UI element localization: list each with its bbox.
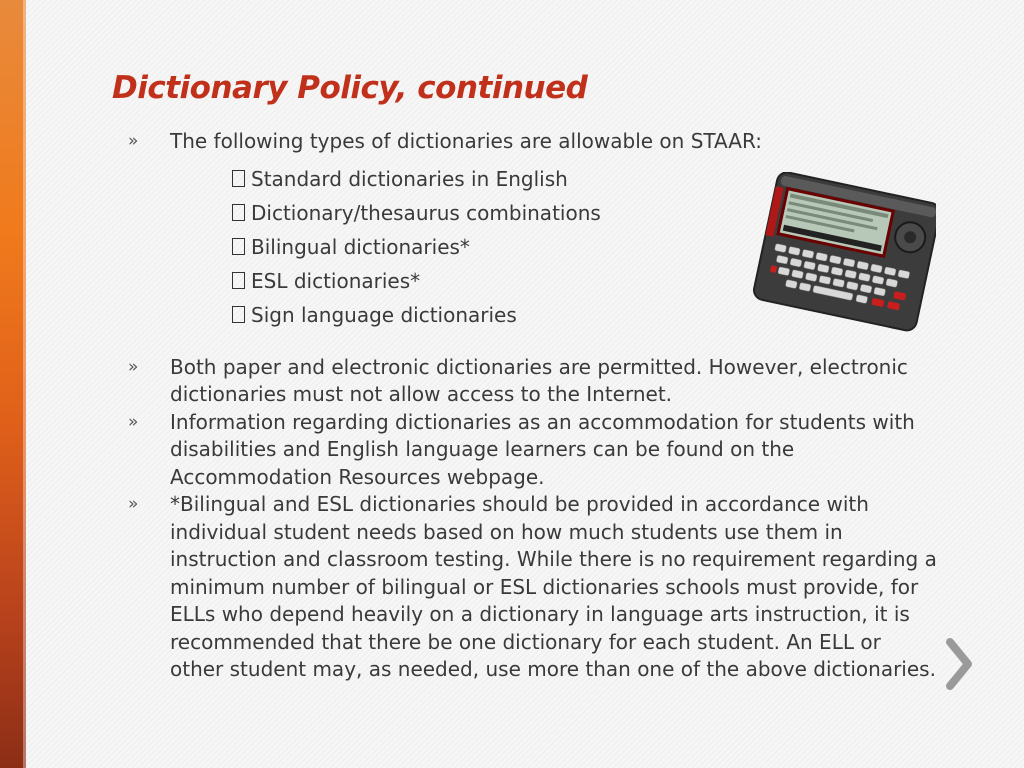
electronic-dictionary-image [752,172,936,348]
missing-glyph-box-icon [232,272,245,289]
bullet-marker: » [128,131,139,151]
missing-glyph-box-icon [232,170,245,187]
bullet-marker: » [128,494,139,514]
missing-glyph-box-icon [232,204,245,221]
bullet-text: *Bilingual and ESL dictionaries should be provided in accordance with individual student needs based on how much students use them in instruction and classroom testing. While there is no requirement regarding a minimum number of bilingual or ESL dictionaries schools must provide, for ELLs who depend heavily on a dictionary in language arts instruction, it is recommended that there be one dictionary for each student. An ELL or other student may, as needed, use more than one of the above dictionaries. [170,492,937,681]
accent-sidebar [0,0,26,768]
bullet-marker: » [128,411,139,432]
list-item-text: Sign language dictionaries [251,302,517,327]
missing-glyph-box-icon [232,238,245,255]
bullet-item [128,491,938,684]
chevron-right-icon[interactable] [940,636,976,692]
list-item-text: ESL dictionaries* [251,268,421,293]
bullet-text: The following types of dictionaries are allowable on STAAR: [170,129,762,153]
bullet-item [128,409,938,492]
bullet-item [128,128,938,156]
bullet-item [128,354,938,409]
list-item-text: Bilingual dictionaries* [251,234,470,259]
bullet-text: Information regarding dictionaries as an accommodation for students with disabilities and English language learners can be found on the Accommodation Resources webpage. [170,409,915,489]
missing-glyph-box-icon [232,306,245,323]
slide-title: Dictionary Policy, continued [112,70,588,106]
list-item-text: Dictionary/thesaurus combinations [251,200,601,225]
bullet-marker: » [128,356,139,377]
list-item-text: Standard dictionaries in English [251,166,568,191]
bullet-text: Both paper and electronic dictionaries are permitted. However, electronic dictionaries must not allow access to the Internet. [170,354,908,406]
